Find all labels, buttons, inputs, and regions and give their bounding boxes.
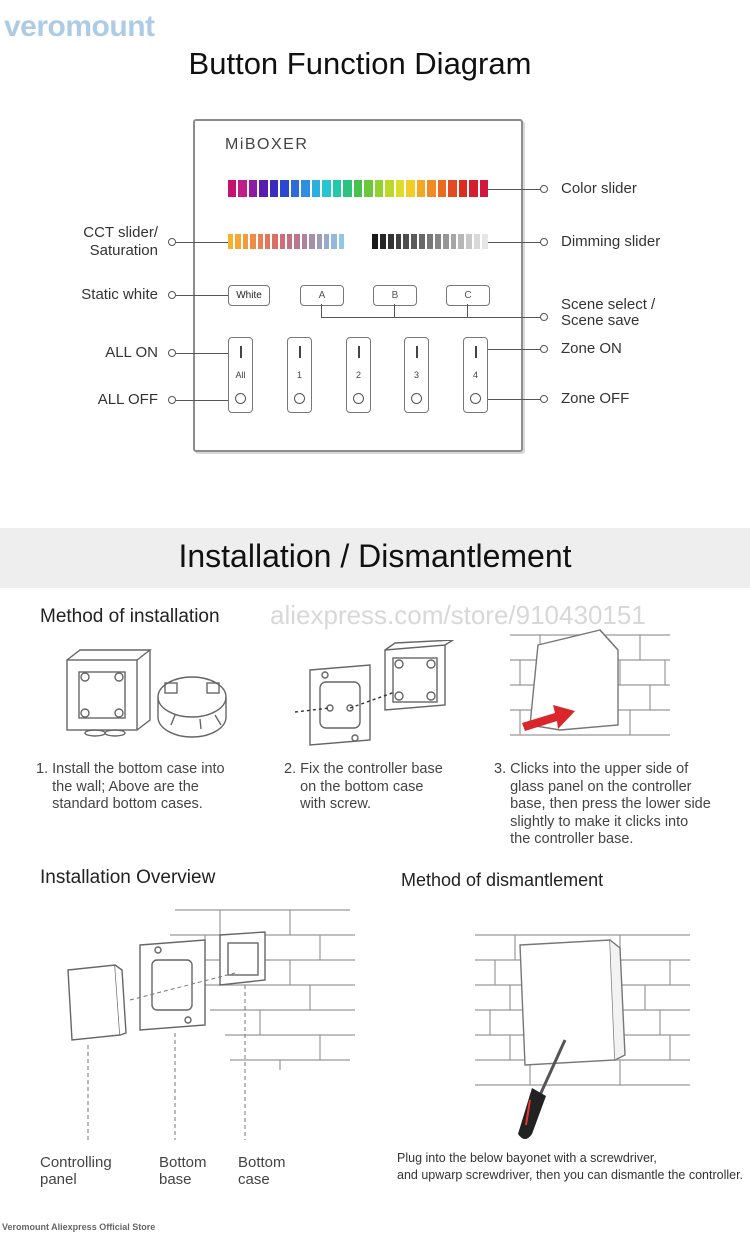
- dimming-swatch: [435, 234, 441, 249]
- zone-off-label: Zone OFF: [561, 390, 630, 407]
- color-swatch: [417, 180, 425, 197]
- zone-4-button: [463, 337, 488, 413]
- color-swatch: [364, 180, 372, 197]
- dismantle-instructions: Plug into the below bayonet with a screwdriver, and upwarp screwdriver, then you can dismantle the controller.: [397, 1151, 744, 1182]
- cct-swatch: [324, 234, 329, 249]
- panel-brand: MiBOXER: [225, 136, 309, 153]
- dimming-swatch: [443, 234, 449, 249]
- cct-swatch: [339, 234, 344, 249]
- cct-slider-strip: [228, 234, 344, 249]
- cct-swatch: [272, 234, 277, 249]
- on-mark-icon: [416, 346, 418, 358]
- dimming-swatch: [427, 234, 433, 249]
- bottom-base-caption: Bottom base: [159, 1154, 207, 1188]
- color-swatch: [343, 180, 351, 197]
- color-swatch: [322, 180, 330, 197]
- store-footer: Veromount Aliexpress Official Store: [2, 1222, 156, 1232]
- zone-label: 2: [355, 370, 361, 380]
- installation-overview-illustration: [60, 905, 360, 1145]
- color-swatch: [448, 180, 456, 197]
- method-install-heading: Method of installation: [40, 606, 220, 627]
- zone-label: 4: [472, 370, 478, 380]
- color-swatch: [406, 180, 414, 197]
- store-watermark: aliexpress.com/store/910430151: [270, 600, 646, 630]
- cct-swatch: [243, 234, 248, 249]
- color-swatch: [438, 180, 446, 197]
- color-swatch: [396, 180, 404, 197]
- dimming-swatch: [388, 234, 394, 249]
- scene-select-label: Scene select / Scene save: [561, 296, 656, 329]
- dimming-swatch: [419, 234, 425, 249]
- zone-label: 3: [413, 370, 419, 380]
- white-button: White: [228, 285, 270, 306]
- cct-swatch: [280, 234, 285, 249]
- callout-dot: [168, 396, 176, 404]
- off-mark-icon: [470, 393, 481, 404]
- scene-bracket: [321, 304, 322, 317]
- on-mark-icon: [475, 346, 477, 358]
- cct-swatch: [250, 234, 255, 249]
- controlling-panel-caption: Controlling panel: [40, 1154, 112, 1188]
- zone-3-button: [404, 337, 429, 413]
- callout-dot: [540, 395, 548, 403]
- callout-line: [176, 242, 228, 243]
- dimming-swatch: [396, 234, 402, 249]
- dimming-swatch: [403, 234, 409, 249]
- color-swatch: [480, 180, 488, 197]
- color-swatch: [249, 180, 257, 197]
- dimming-slider-strip: [372, 234, 488, 249]
- color-swatch: [228, 180, 236, 197]
- callout-dot: [540, 185, 548, 193]
- controller-base-illustration: [295, 640, 455, 755]
- dimming-swatch: [466, 234, 472, 249]
- dimming-swatch: [458, 234, 464, 249]
- dimming-swatch: [451, 234, 457, 249]
- zone-1-button: [287, 337, 312, 413]
- static-white-label: Static white: [81, 286, 158, 303]
- callout-dot: [540, 238, 548, 246]
- color-swatch: [354, 180, 362, 197]
- method-dismantle-heading: Method of dismantlement: [401, 870, 604, 890]
- cct-swatch: [302, 234, 307, 249]
- cct-swatch: [235, 234, 240, 249]
- cct-swatch: [228, 234, 233, 249]
- scene-c-button: C: [446, 285, 490, 306]
- color-swatch: [333, 180, 341, 197]
- color-swatch: [459, 180, 467, 197]
- color-swatch: [301, 180, 309, 197]
- scene-bracket: [394, 304, 395, 317]
- callout-line: [488, 349, 541, 350]
- off-mark-icon: [294, 393, 305, 404]
- callout-line: [176, 295, 228, 296]
- callout-dot: [168, 291, 176, 299]
- callout-dot: [168, 349, 176, 357]
- cct-swatch: [317, 234, 322, 249]
- cct-swatch: [265, 234, 270, 249]
- callout-dot: [168, 238, 176, 246]
- color-swatch: [259, 180, 267, 197]
- cct-swatch: [258, 234, 263, 249]
- cct-swatch: [309, 234, 314, 249]
- on-mark-icon: [240, 346, 242, 358]
- color-swatch: [427, 180, 435, 197]
- scene-b-button: B: [373, 285, 417, 306]
- dimming-swatch: [380, 234, 386, 249]
- dimming-slider-label: Dimming slider: [561, 233, 661, 250]
- callout-line: [488, 242, 541, 243]
- zone-label: 1: [296, 370, 302, 380]
- cct-swatch: [331, 234, 336, 249]
- cct-slider-label: CCT slider/ Saturation: [83, 224, 158, 259]
- color-slider-label: Color slider: [561, 180, 637, 197]
- step-1-text: 1. Install the bottom case into the wall; Above are the standard bottom cases.: [36, 761, 225, 812]
- color-swatch: [385, 180, 393, 197]
- dimming-swatch: [482, 234, 488, 249]
- step-3-text: 3. Clicks into the upper side of glass panel on the controller base, then press the lower side slightly to make it clicks into the controller base.: [494, 761, 711, 847]
- off-mark-icon: [411, 393, 422, 404]
- zone-label: All: [235, 370, 246, 380]
- color-swatch: [375, 180, 383, 197]
- on-mark-icon: [358, 346, 360, 358]
- scene-bracket: [467, 304, 468, 317]
- install-title: Installation / Dismantlement: [178, 538, 572, 574]
- bottom-cases-illustration: [55, 645, 240, 745]
- step-2-text: 2. Fix the controller base on the bottom case with screw.: [284, 761, 443, 812]
- callout-line: [488, 189, 541, 190]
- color-swatch: [270, 180, 278, 197]
- all-off-label: ALL OFF: [97, 391, 158, 408]
- color-slider-strip: [228, 180, 488, 197]
- callout-dot: [540, 345, 548, 353]
- scene-bracket: [321, 317, 541, 318]
- all-on-label: ALL ON: [105, 344, 158, 361]
- dismantle-illustration: [470, 920, 695, 1145]
- dimming-swatch: [411, 234, 417, 249]
- dimming-swatch: [474, 234, 480, 249]
- cct-swatch: [294, 234, 299, 249]
- callout-dot: [540, 313, 548, 321]
- callout-line: [176, 400, 228, 401]
- color-swatch: [291, 180, 299, 197]
- on-mark-icon: [299, 346, 301, 358]
- callout-line: [176, 353, 228, 354]
- callout-line: [488, 399, 541, 400]
- bottom-case-caption: Bottom case: [238, 1154, 286, 1188]
- dimming-swatch: [372, 234, 378, 249]
- color-swatch: [469, 180, 477, 197]
- zone-on-label: Zone ON: [561, 340, 622, 357]
- color-swatch: [280, 180, 288, 197]
- installation-overview-heading: Installation Overview: [40, 867, 216, 888]
- color-swatch: [312, 180, 320, 197]
- zone-2-button: [346, 337, 371, 413]
- brand-logo: veromount: [4, 10, 155, 43]
- off-mark-icon: [353, 393, 364, 404]
- scene-a-button: A: [300, 285, 344, 306]
- color-swatch: [238, 180, 246, 197]
- off-mark-icon: [235, 393, 246, 404]
- diagram-title: Button Function Diagram: [188, 46, 532, 81]
- cct-swatch: [287, 234, 292, 249]
- panel-clickin-illustration: [500, 625, 680, 755]
- zone-all-button: [228, 337, 253, 413]
